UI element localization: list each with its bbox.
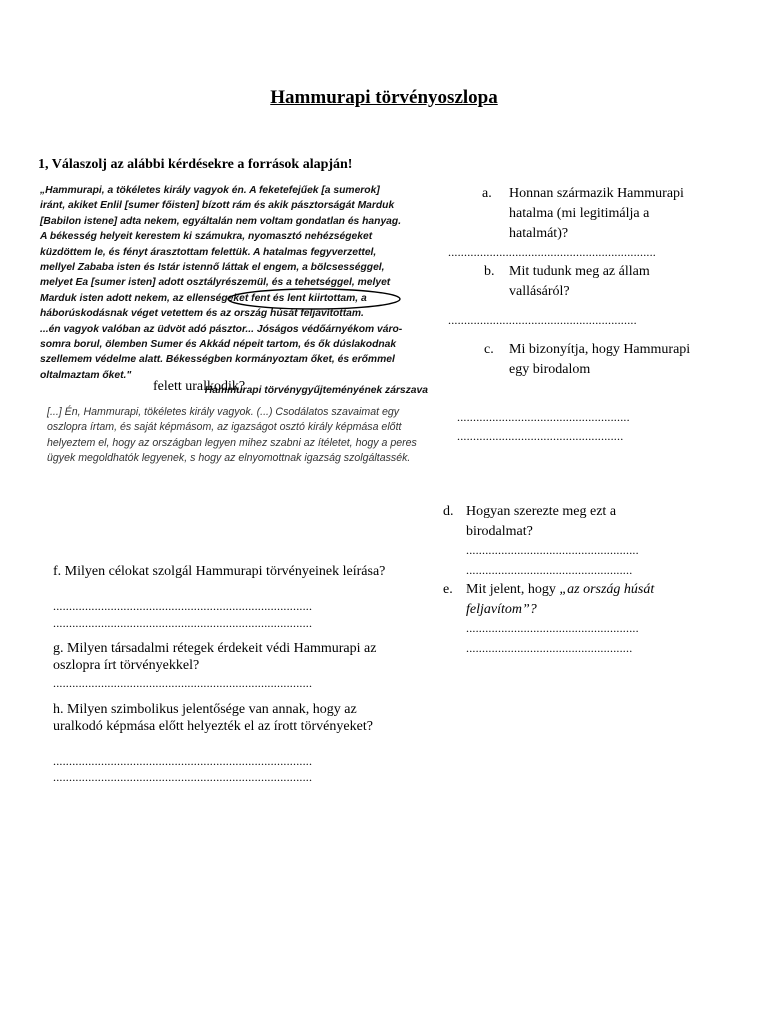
answer-line-d-1[interactable]: ...................................................... [466, 543, 639, 557]
question-d-label: d. [443, 504, 454, 519]
source-1-line: háborúskodásnak véget vetettem és az ország húsát feljavítottam. [40, 308, 364, 320]
question-e-prefix: Mit jelent, hogy [466, 582, 560, 597]
answer-line-b[interactable]: ........................................................... [448, 313, 637, 327]
source-1-line: melyet Ea [sumer isten] adott osztályrészemül, és a tehetséggel, melyet [40, 277, 391, 289]
instruction: 1, Válaszolj az alábbi kérdésekre a források alapján! [38, 157, 353, 172]
source-1-line: iránt, akiket Enlil [sumer főisten] bízott rám és akik pásztorságát Marduk [40, 200, 395, 212]
question-c [448, 340, 698, 380]
source-2-excerpt: [...] Én, Hammurapi, tökéletes király vagyok. (...) Csodálatos szavaimat egy oszlopra írtam, és saját képmásom, az igazságot osztó király képmása előtt helyeztem el, hogy az országban legyen mihez szabni az ítéletet, hogy a peres ügyek megoldhatók legyenek, s hogy az elnyomottnak igazság szolgáltassék. [47, 406, 417, 465]
highlight-ellipse [226, 287, 402, 313]
question-c-continuation: felett uralkodik? [153, 379, 246, 394]
source-1-line: ...én vagyok valóban az üdvöt adó pásztor... Jóságos védőárnyékom váro- [40, 323, 403, 335]
answer-line-f-2[interactable]: ................................................................................. [53, 616, 313, 630]
question-a-text: Honnan származik Hammurapi hatalma (mi legitimálja a hatalmát)? [509, 186, 684, 241]
question-g: g. Milyen társadalmi rétegek érdekeit védi Hammurapi az oszlopra írt törvényekkel? [53, 641, 377, 673]
source-1-line: oltalmaztam őket." [40, 369, 132, 381]
question-b-text: Mit tudunk meg az állam vallásáról? [509, 264, 650, 299]
question-c-text: Mi bizonyítja, hogy Hammurapi egy birodalom [509, 342, 691, 377]
answer-line-h-2[interactable]: ................................................................................. [53, 770, 313, 784]
question-a-label: a. [482, 186, 492, 201]
answer-line-h-1[interactable]: ................................................................................. [53, 754, 313, 768]
source-1-line: A békesség helyeit kerestem ki számukra, nyomasztó nehézségeket [40, 231, 373, 243]
question-f: f. Milyen célokat szolgál Hammurapi törvényeinek leírása? [53, 564, 386, 579]
question-b [448, 262, 698, 302]
source-1-line: [Babilon istene] adta nekem, egyáltalán nem voltam gondatlan és hanyag. [40, 215, 402, 227]
source-1-line: mellyel Zababa isten és Istár istennő láttak el engem, a bölcsességgel, [40, 262, 385, 274]
question-h: h. Milyen szimbolikus jelentősége van annak, hogy az uralkodó képmása előtt helyezték el az írott törvényeket? [53, 702, 373, 734]
question-d [443, 502, 693, 542]
question-b-label: b. [484, 264, 495, 279]
source-1-caption: Hammurapi törvénygyűjteményének zárszava [204, 385, 428, 397]
source-1-line: „Hammurapi, a tökéletes király vagyok én. A feketefejűek [a sumerok] [40, 185, 380, 196]
answer-line-d-2[interactable]: .................................................... [466, 563, 633, 577]
question-c-label: c. [484, 342, 494, 357]
answer-line-g-1[interactable]: ................................................................................. [53, 676, 313, 690]
answer-line-f-1[interactable]: ................................................................................. [53, 599, 313, 613]
question-e-quote: „az ország húsát feljavítom”? [466, 582, 655, 617]
question-e-text [466, 580, 666, 620]
source-1-line: somra borul, ölemben Sumer és Akkád népeit tartom, és ők dúslakodnak [40, 339, 397, 351]
page-title: Hammurapi törvényoszlopa [270, 87, 498, 108]
source-1-line: szellemem védelme alatt. Békességben kormányoztam őket, és erőmmel [40, 354, 395, 366]
source-1-line: küzdöttem le, és fényt árasztottam felettük. A hatalmas fegyverzettel, [40, 246, 377, 258]
question-e-label: e. [443, 582, 453, 597]
answer-line-c-1[interactable]: ...................................................... [457, 410, 630, 424]
answer-line-c-2[interactable]: .................................................... [457, 429, 624, 443]
question-e [443, 580, 693, 620]
answer-line-a[interactable]: ................................................................. [448, 245, 656, 259]
question-a [448, 184, 698, 244]
answer-line-e-2[interactable]: .................................................... [466, 641, 633, 655]
question-d-text: Hogyan szerezte meg ezt a birodalmat? [466, 504, 617, 539]
answer-line-e-1[interactable]: ...................................................... [466, 621, 639, 635]
source-1-line: Marduk isten adott nekem, az ellenségeket fent és lent kiirtottam, a [40, 292, 367, 304]
